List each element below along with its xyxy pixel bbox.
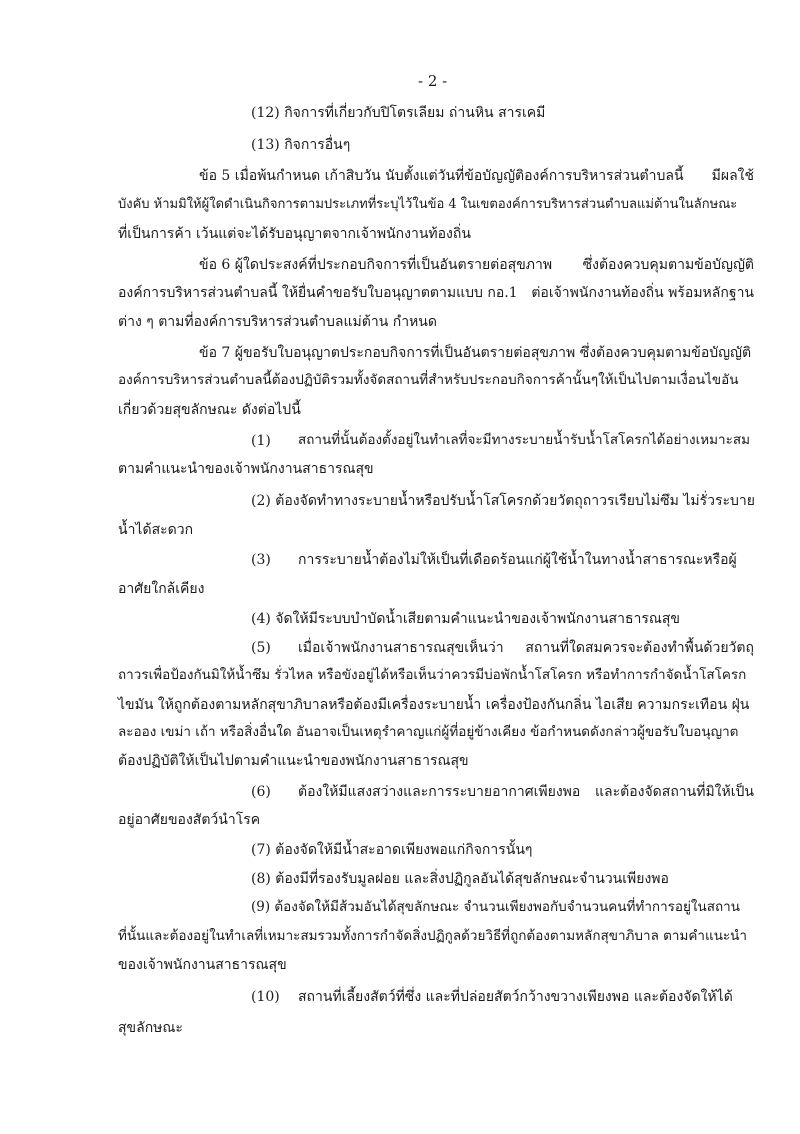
condition-1-line-1: สถานที่นั้นต้องตั้งอยู่ในทำเลที่จะมีทางระบายน้ำรับน้ำโสโครกได้อย่างเหมาะสม bbox=[298, 432, 750, 448]
clause-6-line-1 bbox=[199, 258, 754, 272]
condition-5-line-5: ต้องปฏิบัติให้เป็นไปตามคำแนะนำของพนักงานสาธารณสุข bbox=[118, 753, 469, 769]
condition-4-line-1: (4) จัดให้มีระบบบำบัดน้ำเสียตามคำแนะนำของเจ้าพนักงานสาธารณสุข bbox=[251, 611, 680, 627]
clause-7-line-3: เกี่ยวด้วยสุขลักษณะ ดังต่อไปนี้ bbox=[118, 402, 301, 418]
condition-1-line-2: ตามคำแนะนำของเจ้าพนักงานสาธารณสุข bbox=[118, 461, 374, 477]
clause-6-line-3: ต่าง ๆ ตามที่องค์การบริหารส่วนตำบลแม่ต้าน กำหนด bbox=[118, 314, 437, 330]
clause-5-line-1 bbox=[199, 169, 754, 183]
condition-5-line-1 bbox=[298, 641, 754, 655]
clause-7-line-1: ข้อ 7 ผู้ขอรับใบอนุญาตประกอบกิจการที่เป็นอันตรายต่อสุขภาพ ซึ่งต้องควบคุมตามข้อบัญญัติ bbox=[199, 345, 752, 361]
clause-6-line-2 bbox=[118, 286, 754, 300]
condition-2-line-1b: เรียบไม่ซึม ไม่รั่วระบาย bbox=[614, 493, 755, 509]
clause-7-line-2: องค์การบริหารส่วนตำบลนี้ต้องปฏิบัติรวมทั้งจัดสถานที่สำหรับประกอบกิจการค้านั้นๆให้เป็นไปตามเงื่อนไขอัน bbox=[118, 372, 739, 388]
condition-6-line-1 bbox=[298, 785, 754, 799]
clause-6-line-2a: องค์การบริหารส่วนตำบลนี้ ให้ยื่นคำขอรับใบอนุญาตตามแบบ กอ.1 bbox=[118, 285, 518, 301]
condition-6-number: (6) bbox=[251, 784, 271, 800]
item-12: (12) กิจการที่เกี่ยวกับปิโตรเลียม ถ่านหิน สารเคมี bbox=[251, 105, 546, 121]
clause-5-line-1b: มีผลใช้ bbox=[711, 168, 754, 184]
condition-6-line-1a: ต้องให้มีแสงสว่างและการระบายอากาศเพียงพอ bbox=[298, 784, 581, 800]
condition-5-line-1b: สถานที่ใดสมควรจะต้องทำพื้นด้วยวัตถุ bbox=[525, 640, 754, 656]
condition-5-line-3: ไขมัน ให้ถูกต้องตามหลักสุขาภิบาลหรือต้องมีเครื่องระบายน้ำ เครื่องป้องกันกลิ่น ไอเสีย ความกระเทือน ฝุ่น bbox=[118, 697, 750, 713]
condition-5-line-1a: เมื่อเจ้าพนักงานสาธารณสุขเห็นว่า bbox=[298, 640, 504, 656]
page-number: - 2 - bbox=[418, 72, 448, 90]
condition-9-line-3: ของเจ้าพนักงานสาธารณสุข bbox=[118, 957, 287, 973]
clause-6-line-1a: ข้อ 6 ผู้ใดประสงค์ที่ประกอบกิจการที่เป็นอันตรายต่อสุขภาพ bbox=[199, 257, 553, 273]
condition-3-number: (3) bbox=[251, 552, 271, 568]
item-13: (13) กิจการอื่นๆ bbox=[251, 137, 351, 153]
condition-5-line-2: ถาวรเพื่อป้องกันมิให้น้ำซึม รั่วไหล หรือขังอยู่ได้หรือเห็นว่าควรมีบ่อพักน้ำโสโครก หรือทำการกำจัดน้ำโสโครก bbox=[118, 667, 747, 683]
condition-10-number: (10) bbox=[251, 989, 280, 1005]
clause-6-line-2b: ต่อเจ้าพนักงานท้องถิ่น พร้อมหลักฐาน bbox=[531, 285, 754, 301]
condition-1-number: (1) bbox=[251, 433, 271, 449]
condition-6-line-2: อยู่อาศัยของสัตว์นำโรค bbox=[118, 812, 261, 828]
condition-3-line-2: อาศัยใกล้เคียง bbox=[118, 581, 205, 597]
condition-10-line-1: สถานที่เลี้ยงสัตว์ที่ซึ่ง และที่ปล่อยสัตว์กว้างขวางเพียงพอ และต้องจัดให้ได้ bbox=[298, 989, 733, 1005]
clause-5-line-3: ที่เป็นการค้า เว้นแต่จะได้รับอนุญาตจากเจ้าพนักงานท้องถิ่น bbox=[118, 226, 471, 242]
clause-5-line-2: บังคับ ห้ามมิให้ผู้ใดดำเนินกิจการตามประเภทที่ระบุไว้ในข้อ 4 ในเขตองค์การบริหารส่วนตำบลแม่ต้านในลักษณะ bbox=[118, 197, 738, 212]
condition-5-number: (5) bbox=[251, 640, 271, 656]
condition-3-line-1: การระบายน้ำต้องไม่ให้เป็นที่เดือดร้อนแก่ผู้ใช้น้ำในทางน้ำสาธารณะหรือผู้ bbox=[298, 552, 737, 568]
condition-2-line-1 bbox=[251, 494, 754, 508]
condition-8-line-1: (8) ต้องมีที่รองรับมูลฝอย และสิ่งปฏิกูลอันได้สุขลักษณะจำนวนเพียงพอ bbox=[251, 871, 669, 887]
condition-6-line-1b: และต้องจัดสถานที่มิให้เป็น bbox=[595, 784, 754, 800]
condition-2-line-1a: (2) ต้องจัดทำทางระบายน้ำหรือปรับน้ำโสโครกด้วยวัตถุถาวร bbox=[251, 493, 615, 509]
clause-5-line-1a: ข้อ 5 เมื่อพ้นกำหนด เก้าสิบวัน นับตั้งแต่วันที่ข้อบัญญัติองค์การบริหารส่วนตำบลนี้ bbox=[199, 168, 684, 184]
condition-2-line-2: น้ำได้สะดวก bbox=[118, 522, 194, 538]
condition-10-line-2: สุขลักษณะ bbox=[118, 1020, 183, 1036]
condition-7-line-1: (7) ต้องจัดให้มีน้ำสะอาดเพียงพอแก่กิจการนั้นๆ bbox=[251, 842, 533, 858]
condition-5-line-4: ละออง เขม่า เถ้า หรือสิ่งอื่นใด อันอาจเป็นเหตุรำคาญแก่ผู้ที่อยู่ข้างเคียง ข้อกำหนดดังกล่าวผู้ขอรับใบอนุญาต bbox=[118, 724, 739, 740]
condition-9-line-1: (9) ต้องจัดให้มีส้วมอันได้สุขลักษณะ จำนวนเพียงพอกับจำนวนคนที่ทำการอยู่ในสถาน bbox=[251, 899, 740, 915]
clause-6-line-1b: ซึ่งต้องควบคุมตามข้อบัญญัติ bbox=[582, 257, 754, 273]
condition-9-line-2: ที่นั้นและต้องอยู่ในทำเลที่เหมาะสมรวมทั้งการกำจัดสิ่งปฏิกูลด้วยวิธีที่ถูกต้องตามหลักสุขาภิบาล ตามคำแนะนำ bbox=[118, 928, 747, 944]
